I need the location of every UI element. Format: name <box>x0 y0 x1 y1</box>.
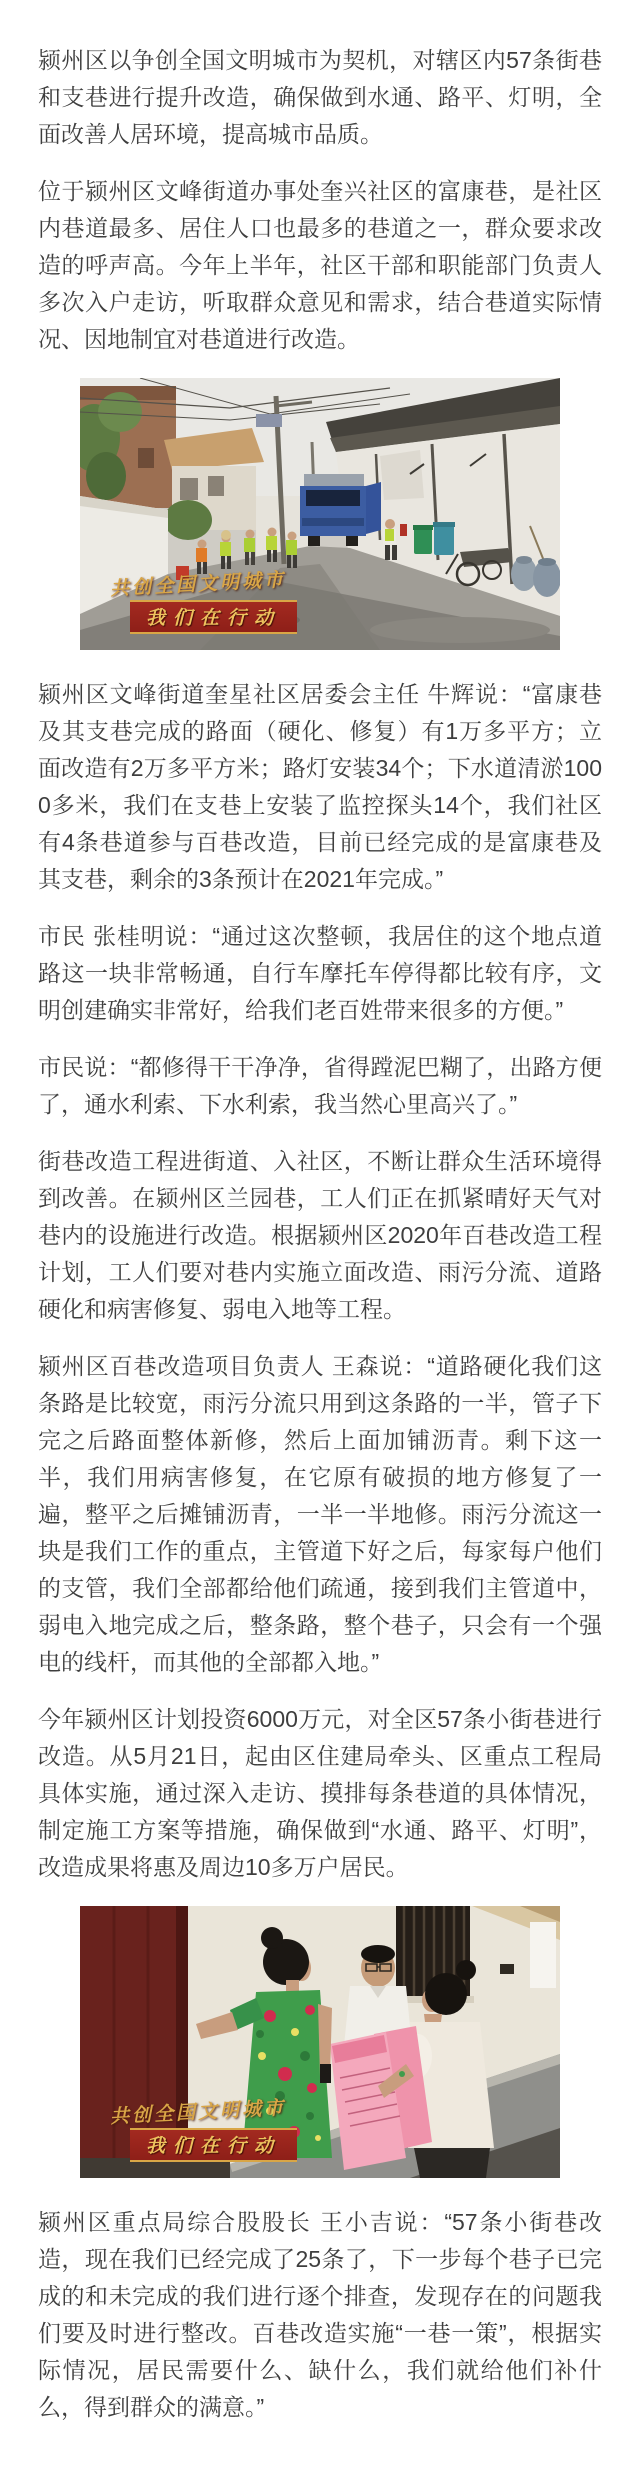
quote-niuhui: 颍州区文峰街道奎星社区居委会主任 牛辉说：“富康巷及其支巷完成的路面（硬化、修复）有1万多平方；立面改造有2万多平方米；路灯安装34个；下水道清淤1000多米，我们在支巷上安装了监控探头14个，我们社区有4条巷道参与百巷改造，目前已经完成的是富康巷及其支巷，剩余的3条预计在2021年完成。” <box>38 681 602 892</box>
quote-zhangguiming: 市民 张桂明说：“通过这次整顿，我居住的这个地点道路这一块非常畅通，自行车摩托车停得都比较有序，文明创建确实非常好，给我们老百姓带来很多的方便。” <box>38 923 602 1023</box>
paragraph-intro: 颍州区以争创全国文明城市为契机，对辖区内57条街巷和支巷进行提升改造，确保做到水通、路平、灯明，全面改善人居环境，提高城市品质。 <box>38 47 602 147</box>
quote-wangsen: 颍州区百巷改造项目负责人 王森说：“道路硬化我们这条路是比较宽，雨污分流只用到这条路的一半，管子下完之后路面整体新修，然后上面加铺沥青。剩下这一半，我们用病害修复，在它原有破损的地方修复了一遍，整平之后摊铺沥青，一半一半地修。雨污分流这一块是我们工作的重点，主管道下好之后，每家每户他们的支管，我们全部都给他们疏通，接到我们主管道中，弱电入地完成之后，整条路，整个巷子，只会有一个强电的线杆，而其他的全部都入地。” <box>38 1353 602 1675</box>
photo-alley-renovation[interactable] <box>80 378 560 650</box>
watermark-banner: 我们在行动 <box>130 600 297 634</box>
quote-citizen: 市民说：“都修得干干净净，省得蹚泥巴糊了，出路方便了，通水利索、下水利索，我当然心里高兴了。” <box>38 1054 602 1117</box>
paragraph-investment: 今年颍州区计划投资6000万元，对全区57条小街巷进行改造。从5月21日，起由区住建局牵头、区重点工程局具体实施，通过深入走访、摸排每条巷道的具体情况，制定施工方案等措施，确保做到“水通、路平、灯明”，改造成果将惠及周边10多万户居民。 <box>38 1706 602 1880</box>
watermark-slogan: 共创全国文明城市 <box>109 2097 287 2128</box>
alley-renovation-illustration <box>80 378 560 650</box>
quote-wangxiaoji: 颍州区重点局综合股股长 王小吉说：“57条小街巷改造，现在我们已经完成了25条了，下一步每个巷子已完成的和未完成的我们进行逐个排查，发现存在的问题我们要及时进行整改。百巷改造实施“一巷一策”，根据实际情况，居民需要什么、缺什么，我们就给他们补什么，得到群众的满意。” <box>38 2209 602 2420</box>
paragraph-lanyuan-lane: 街巷改造工程进街道、入社区，不断让群众生活环境得到改善。在颍州区兰园巷，工人们正在抓紧晴好天气对巷内的设施进行改造。根据颍州区2020年百巷改造工程计划，工人们要对巷内实施立面改造、雨污分流、道路硬化和病害修复、弱电入地等工程。 <box>38 1148 602 1322</box>
paragraph-fukang-lane: 位于颍州区文峰街道办事处奎兴社区的富康巷，是社区内巷道最多、居住人口也最多的巷道之一，群众要求改造的呼声高。今年上半年，社区干部和职能部门负责人多次入户走访，听取群众意见和需求，结合巷道实际情况、因地制宜对巷道进行改造。 <box>38 178 602 352</box>
watermark-slogan: 共创全国文明城市 <box>109 569 287 600</box>
photo-resident-interview[interactable] <box>80 1906 560 2178</box>
resident-interview-illustration <box>80 1906 560 2178</box>
watermark-banner: 我们在行动 <box>130 2128 297 2162</box>
